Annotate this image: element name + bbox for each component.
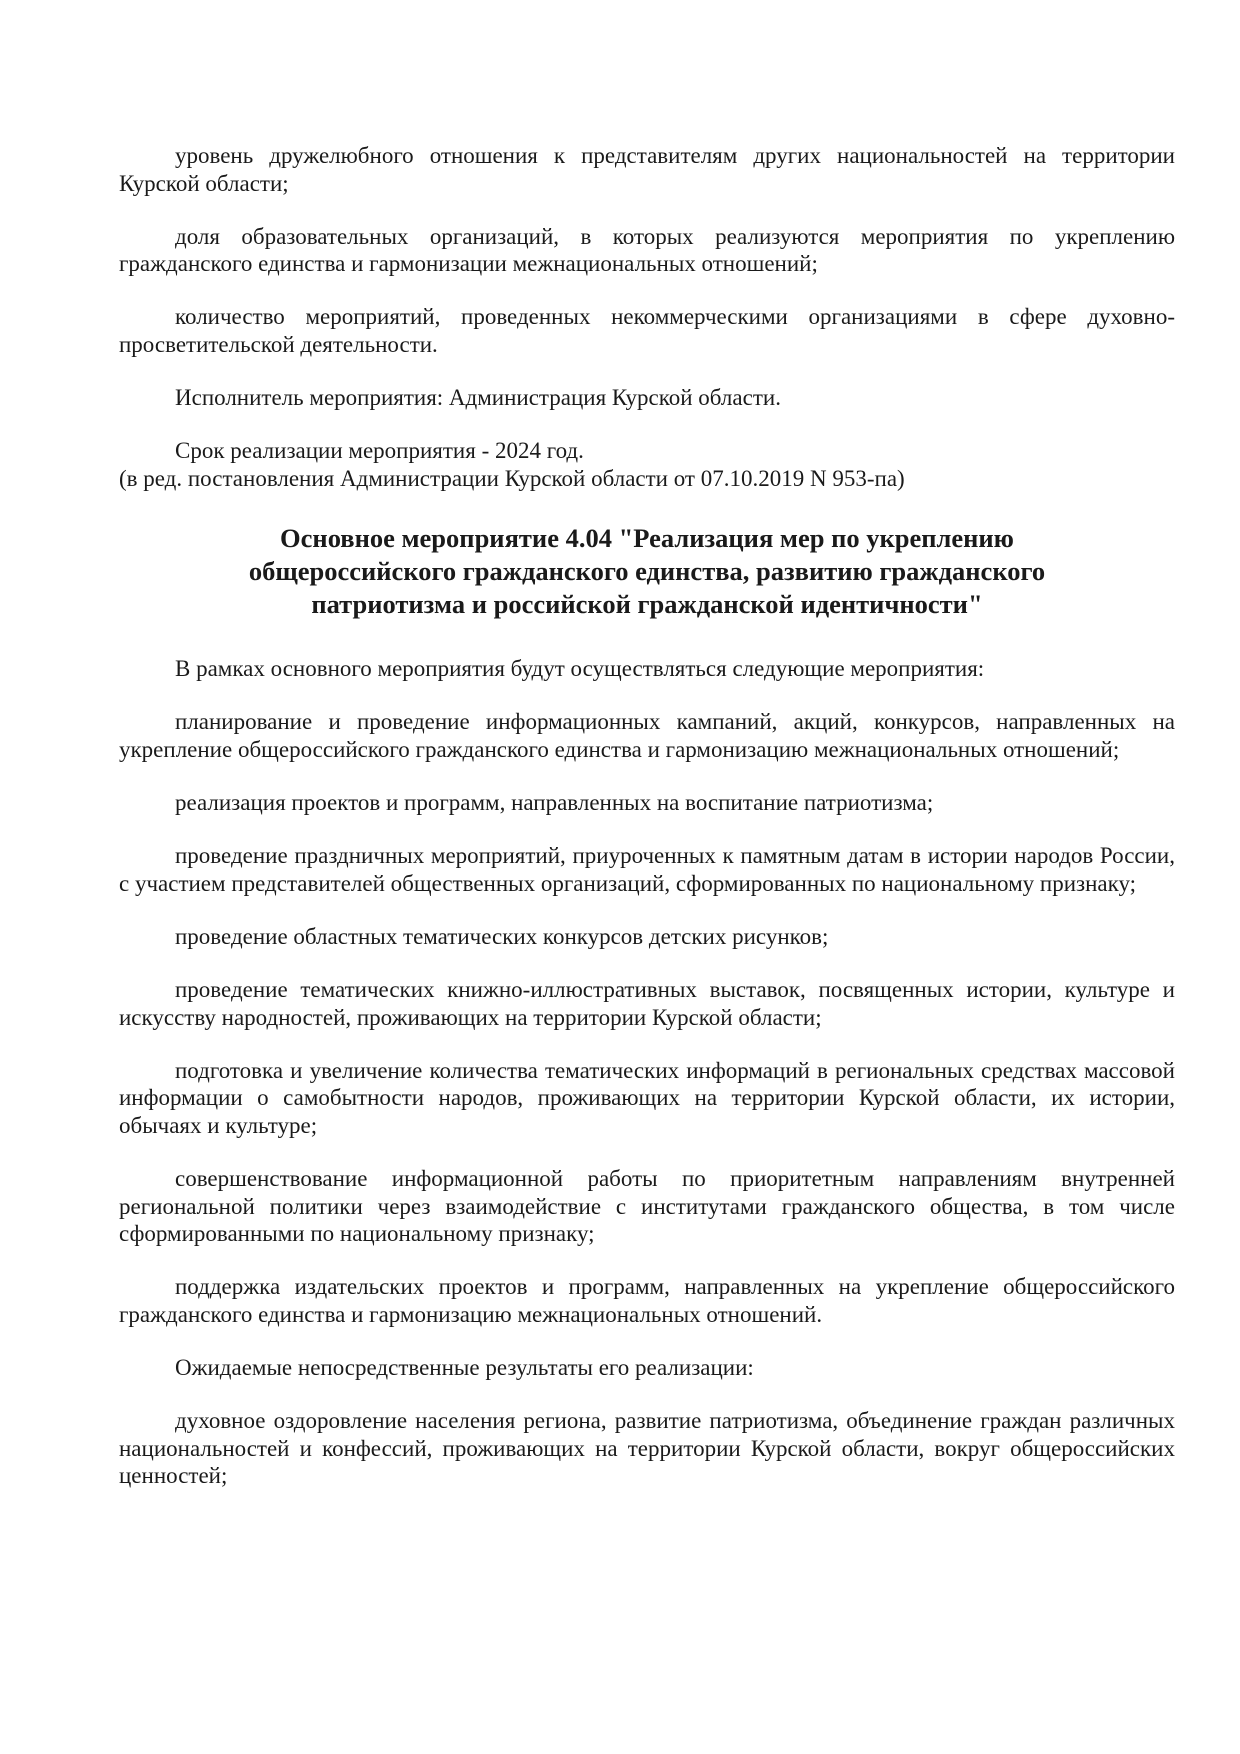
paragraph-spiritual-recovery: духовное оздоровление населения региона, развитие патриотизма, объединение граждан различных национальностей и конфессий, проживающих на территории Курской области, вокруг общероссийских ценностей; xyxy=(119,1408,1175,1489)
document-page xyxy=(119,142,1175,1515)
section-heading-line-2: общероссийского гражданского единства, развитию гражданского xyxy=(248,556,1046,587)
paragraph-executor: Исполнитель мероприятия: Администрация Курской области. xyxy=(175,385,781,411)
paragraph-drawing-contests: проведение областных тематических конкурсов детских рисунков; xyxy=(175,923,829,949)
paragraph-nonprofit-events: количество мероприятий, проведенных некоммерческими организациями в сфере духовно-просветительской деятельности. xyxy=(119,304,1175,357)
paragraph-expected-results: Ожидаемые непосредственные результаты его реализации: xyxy=(175,1354,754,1380)
paragraph-patriotism-projects: реализация проектов и программ, направленных на воспитание патриотизма; xyxy=(175,790,934,816)
paragraph-media-information: подготовка и увеличение количества тематических информаций в региональных средствах массовой информации о самобытности народов, проживающих на территории Курской области, их истории, обычаях и культуре; xyxy=(119,1057,1175,1138)
paragraph-info-campaigns: планирование и проведение информационных кампаний, акций, конкурсов, направленных на укрепление общероссийского гражданского единства и гармонизацию межнациональных отношений; xyxy=(119,709,1175,763)
paragraph-deadline: Срок реализации мероприятия - 2024 год. xyxy=(175,438,584,464)
paragraph-information-work: совершенствование информационной работы по приоритетным направлениям внутренней региональной политики через взаимодействие с институтами гражданского общества, в том числе сформированными по национальному признаку; xyxy=(119,1165,1175,1247)
paragraph-educational-share: доля образовательных организаций, в которых реализуются мероприятия по укреплению гражданского единства и гармонизации межнациональных отношений; xyxy=(119,223,1175,277)
amendment-note: (в ред. постановления Администрации Курской области от 07.10.2019 N 953-па) xyxy=(119,465,905,491)
paragraph-book-exhibitions: проведение тематических книжно-иллюстративных выставок, посвященных истории, культуре и искусству народностей, проживающих на территории Курской области; xyxy=(119,977,1175,1030)
paragraph-intro: В рамках основного мероприятия будут осуществляться следующие мероприятия: xyxy=(175,656,985,682)
section-heading xyxy=(119,522,1175,621)
paragraph-friendliness-level: уровень дружелюбного отношения к представителям других национальностей на территории Курской области; xyxy=(119,143,1175,196)
paragraph-holiday-events: проведение праздничных мероприятий, приуроченных к памятным датам в истории народов России, с участием представителей общественных организаций, сформированных по национальному признаку; xyxy=(119,843,1175,896)
section-heading-line-1: Основное мероприятие 4.04 "Реализация мер по укреплению xyxy=(280,523,1014,554)
paragraph-publishing-support: поддержка издательских проектов и программ, направленных на укрепление общероссийского гражданского единства и гармонизацию межнациональных отношений. xyxy=(119,1274,1175,1327)
section-heading-line-3: патриотизма и российской гражданской идентичности" xyxy=(311,589,983,620)
